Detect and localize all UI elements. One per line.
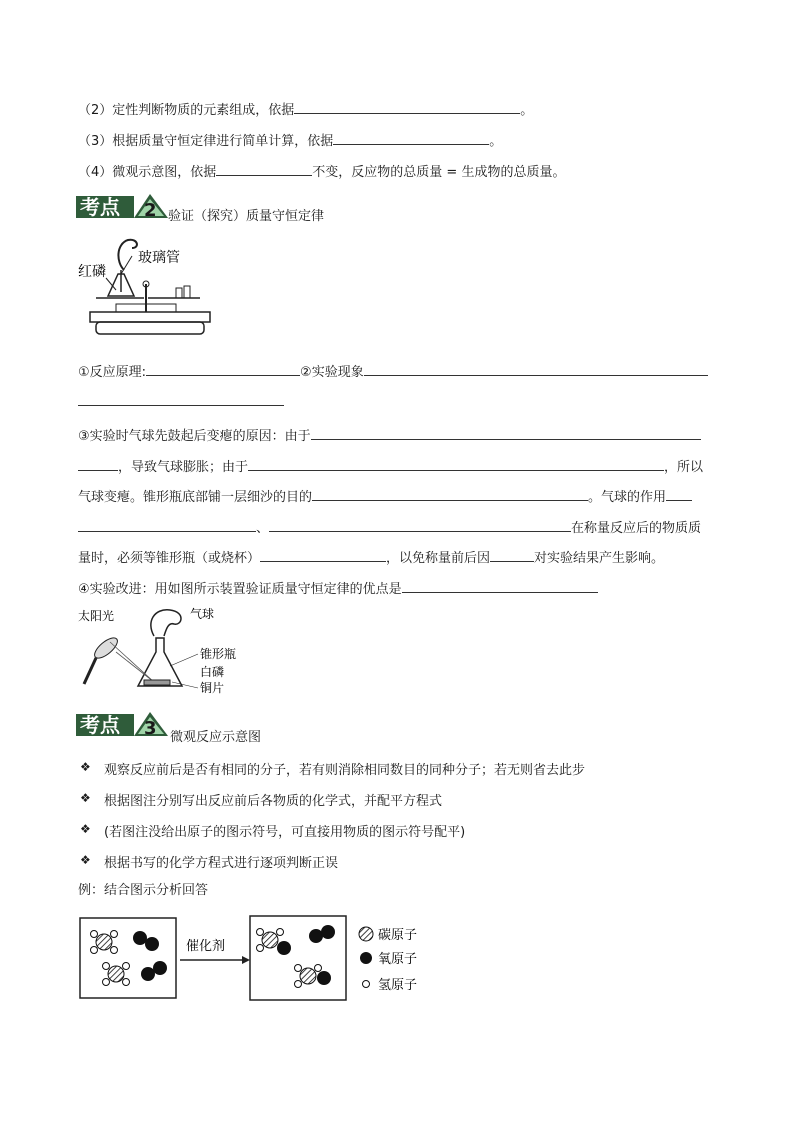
q3-start: ③实验时气球先鼓起后变瘪的原因：由于 — [78, 429, 311, 444]
q4-label: ④实验改进：用如图所示装置验证质量守恒定律的优点是 — [78, 582, 402, 597]
product-molecule — [257, 929, 292, 956]
q3-row-3 — [78, 485, 692, 508]
label-copper-sheet: 铜片 — [200, 681, 225, 695]
product-molecule — [295, 965, 332, 988]
carbon-legend-icon — [359, 927, 373, 941]
catalyst-label: 催化剂 — [186, 939, 226, 954]
legend-carbon: 碳原子 — [378, 928, 418, 943]
balance-apparatus-figure — [76, 234, 226, 342]
q3-row-5 — [78, 546, 664, 569]
answer-blank[interactable] — [333, 129, 489, 145]
label-glass-tube: 玻璃管 — [138, 250, 180, 266]
item-2 — [78, 98, 533, 121]
badge-number: 3 — [144, 718, 157, 738]
answer-blank[interactable] — [248, 455, 664, 471]
answer-blank[interactable] — [294, 98, 520, 114]
item-3-label: （3）根据质量守恒定律进行简单计算，依据 — [78, 134, 334, 149]
q3-row-1 — [78, 424, 701, 447]
label-sunlight: 太阳光 — [78, 609, 115, 623]
bullet-icon: ❖ — [80, 791, 91, 805]
q1-q2-row — [78, 360, 708, 383]
oxygen-molecule — [141, 961, 167, 981]
q3-text: ，以免称量前后因 — [386, 551, 491, 566]
bullet-item: (若图注没给出原子的图示符号，可直接用物质的图示符号配平) — [104, 825, 466, 840]
q1-label: ①反应原理: — [78, 365, 147, 380]
label-red-phosphorus: 红磷 — [78, 264, 106, 280]
improved-apparatus-figure — [76, 604, 246, 700]
kaodian-3-title: 微观反应示意图 — [170, 730, 262, 745]
answer-blank[interactable] — [78, 516, 256, 532]
oxygen-molecule — [133, 931, 159, 951]
answer-blank[interactable] — [311, 424, 701, 440]
q4-row — [78, 577, 598, 600]
kaodian-3-badge — [76, 710, 168, 738]
answer-blank[interactable] — [269, 516, 571, 532]
answer-blank[interactable] — [78, 455, 118, 471]
label-white-phosphorus: 白磷 — [200, 665, 225, 679]
legend-oxygen: 氧原子 — [378, 952, 418, 967]
q3-text: 在称量反应后的物质质 — [571, 521, 702, 536]
item-3-end: 。 — [489, 134, 503, 149]
legend-hydrogen: 氢原子 — [378, 978, 418, 993]
methane-molecule — [103, 963, 130, 986]
answer-blank[interactable] — [78, 390, 284, 406]
bullet-item: 根据图注分别写出反应前后各物质的化学式，并配平方程式 — [104, 794, 443, 809]
badge-text: 考点 — [80, 713, 120, 737]
label-balloon: 气球 — [190, 607, 215, 621]
item-4-label: （4）微观示意图，依据 — [78, 165, 217, 180]
answer-blank[interactable] — [312, 485, 588, 501]
item-2-label: （2）定性判断物质的元素组成，依据 — [78, 103, 295, 118]
q2-continued — [78, 390, 284, 413]
item-4 — [78, 160, 565, 183]
answer-blank[interactable] — [146, 360, 300, 376]
example-label: 例：结合图示分析回答 — [78, 883, 209, 898]
badge-number: 2 — [144, 200, 157, 220]
q3-text: ，导致气球膨胀；由于 — [118, 460, 249, 475]
q3-row-4 — [78, 516, 701, 539]
q3-text: 。气球的作用 — [588, 490, 667, 505]
answer-blank[interactable] — [216, 160, 312, 176]
bullet-icon: ❖ — [80, 760, 91, 774]
reactant-box — [80, 918, 176, 998]
micro-reaction-diagram — [78, 908, 438, 1004]
answer-blank[interactable] — [666, 485, 692, 501]
label-flask: 锥形瓶 — [200, 647, 237, 661]
q3-text: 、 — [256, 521, 270, 536]
bullet-item: 根据书写的化学方程式进行逐项判断正误 — [104, 856, 339, 871]
oxygen-legend-icon — [360, 952, 372, 964]
q3-text: 对实验结果产生影响。 — [534, 551, 665, 566]
q3-text: 量时，必须等锥形瓶（或烧杯） — [78, 551, 261, 566]
answer-blank[interactable] — [490, 546, 534, 562]
badge-text: 考点 — [80, 195, 120, 219]
bullet-icon: ❖ — [80, 822, 91, 836]
methane-molecule — [91, 931, 118, 954]
kaodian-2-title: 验证（探究）质量守恒定律 — [168, 209, 325, 224]
kaodian-2-badge — [76, 192, 168, 220]
q2-label: ②实验现象 — [300, 365, 364, 380]
answer-blank[interactable] — [364, 360, 708, 376]
answer-blank[interactable] — [260, 546, 386, 562]
bullet-icon: ❖ — [80, 853, 91, 867]
oxygen-molecule — [309, 925, 335, 943]
bullet-item: 观察反应前后是否有相同的分子，若有则消除相同数目的同种分子；若无则省去此步 — [104, 763, 586, 778]
item-4-mid: 不变，反应物的总质量 = 生成物的总质量。 — [312, 165, 566, 180]
hydrogen-legend-icon — [363, 981, 370, 988]
q3-text: 气球变瘪。锥形瓶底部铺一层细沙的目的 — [78, 490, 313, 505]
item-2-end: 。 — [520, 103, 534, 118]
q3-text: ，所以 — [664, 460, 704, 475]
item-3 — [78, 129, 502, 152]
answer-blank[interactable] — [402, 577, 598, 593]
q3-row-2 — [78, 455, 703, 478]
